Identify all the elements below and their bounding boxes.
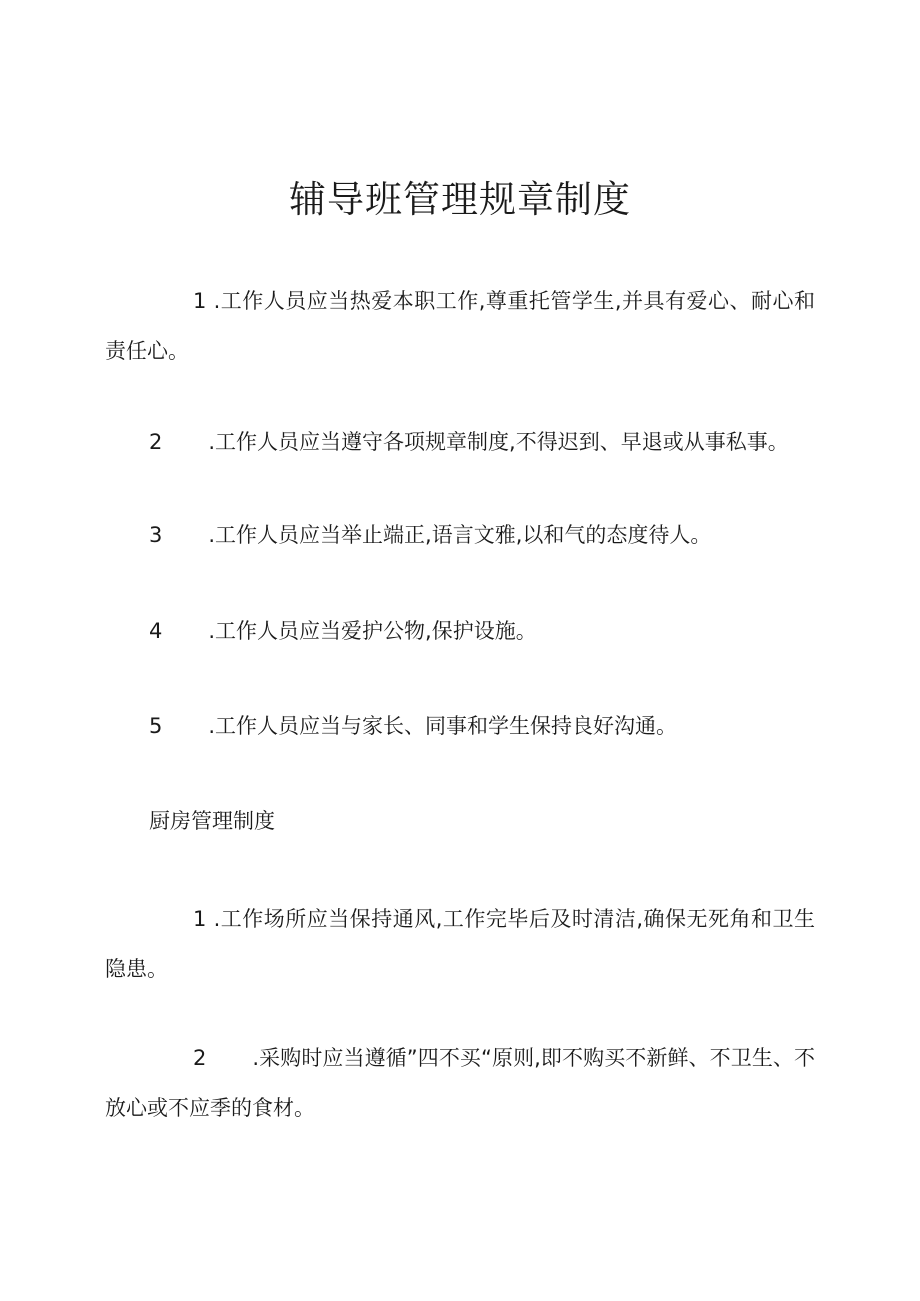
rule-number: 2 <box>193 1046 207 1070</box>
kitchen-rule-2 <box>105 1033 815 1133</box>
page-title: 辅导班管理规章制度 <box>289 178 631 221</box>
rule-number: 1 <box>193 907 207 931</box>
rule-number: 5 <box>149 714 163 738</box>
section-heading-kitchen: 厨房管理制度 <box>149 809 275 833</box>
kitchen-rule-1 <box>105 894 815 994</box>
rule-text: .采购时应当遵循”四不买“原则,即不购买不新鲜、不卫生、不放心或不应季的食材。 <box>105 1046 815 1120</box>
rule-text: .工作人员应当爱护公物,保护设施。 <box>208 619 537 643</box>
rule-text: .工作人员应当热爱本职工作,尊重托管学生,并具有爱心、耐心和责任心。 <box>105 289 815 363</box>
rule-text: .工作人员应当遵守各项规章制度,不得迟到、早退或从事私事。 <box>208 430 789 454</box>
staff-rule-3 <box>149 520 711 550</box>
staff-rule-4 <box>149 616 537 646</box>
rule-number: 4 <box>149 619 163 643</box>
rule-text: .工作人员应当与家长、同事和学生保持良好沟通。 <box>208 714 678 738</box>
rule-text: .工作场所应当保持通风,工作完毕后及时清洁,确保无死角和卫生隐患。 <box>105 907 815 981</box>
rule-number: 1 <box>193 289 207 313</box>
staff-rule-1 <box>105 276 815 376</box>
rule-number: 2 <box>149 430 163 454</box>
staff-rule-2 <box>149 427 789 457</box>
rule-number: 3 <box>149 523 163 547</box>
rule-text: .工作人员应当举止端正,语言文雅,以和气的态度待人。 <box>208 523 712 547</box>
staff-rule-5 <box>149 711 677 741</box>
